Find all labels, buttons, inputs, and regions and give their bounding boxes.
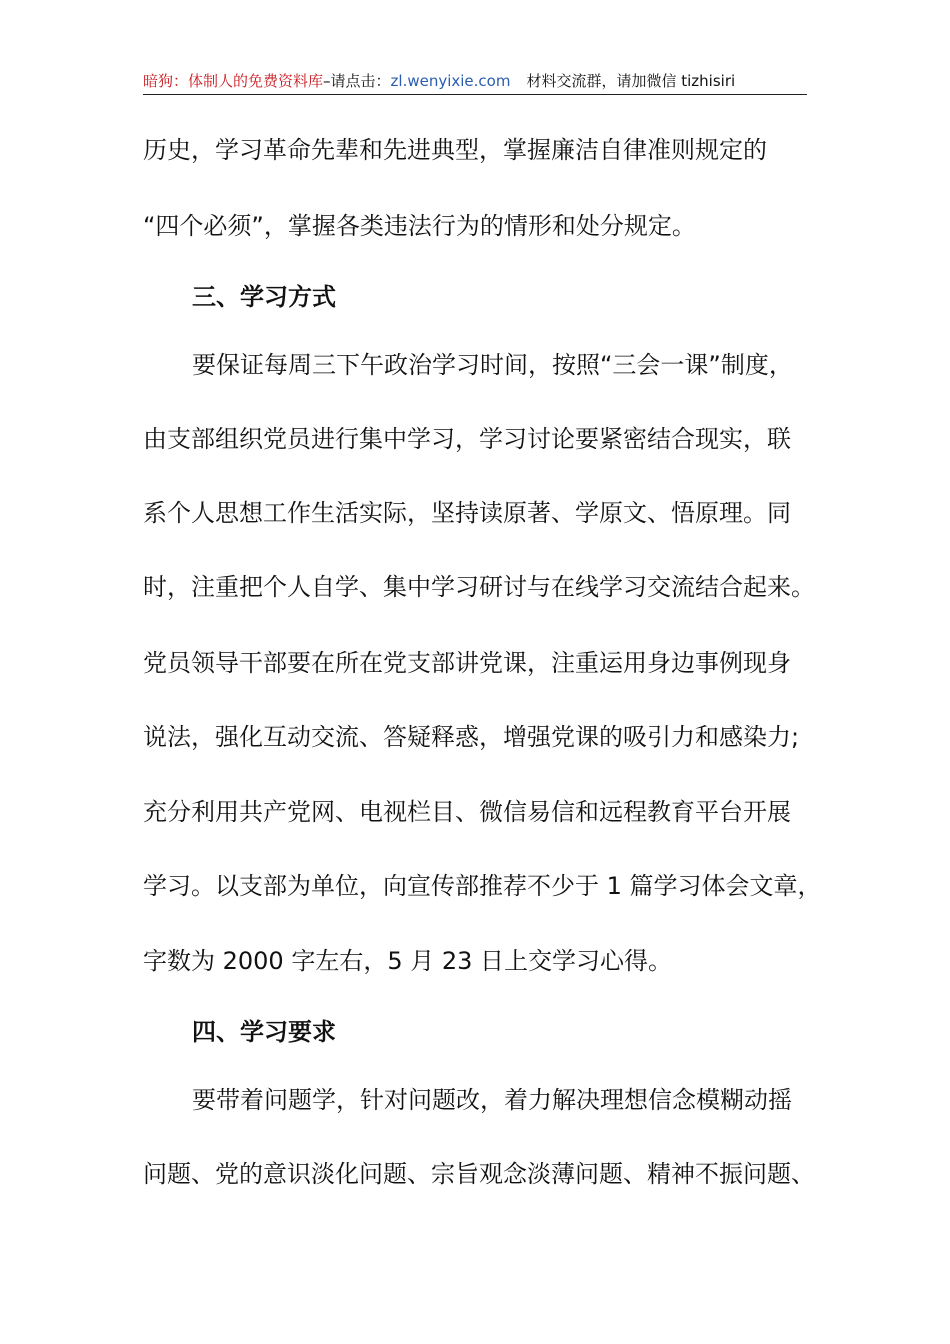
body-line-10: 充分利用共产党网、电视栏目、微信易信和远程教育平台开展 <box>143 798 791 826</box>
header-brand: 暗狗：体制人的免费资料库 <box>143 72 324 90</box>
body-line-9: 说法，强化互动交流、答疑释惑，增强党课的吸引力和感染力; <box>143 723 800 751</box>
body-line-2: “四个必须”，掌握各类违法行为的情形和处分规定。 <box>143 212 696 240</box>
body-line-5: 由支部组织党员进行集中学习，学习讨论要紧密结合现实，联 <box>143 425 791 453</box>
body-line-1: 历史，学习革命先辈和先进典型，掌握廉洁自律准则规定的 <box>143 136 767 164</box>
header-wechat-note: 材料交流群，请加微信 tizhisiri <box>526 72 736 90</box>
body-line-4: 要保证每周三下午政治学习时间，按照“三会一课”制度， <box>192 351 793 379</box>
body-line-8: 党员领导干部要在所在党支部讲党课，注重运用身边事例现身 <box>143 649 791 677</box>
section-heading-4: 四、学习要求 <box>192 1018 336 1046</box>
body-line-12: 字数为 2000 字左右，5 月 23 日上交学习心得。 <box>143 947 673 975</box>
page-header <box>143 68 807 95</box>
body-line-7: 时，注重把个人自学、集中学习研讨与在线学习交流结合起来。 <box>143 573 815 601</box>
header-url-link[interactable]: zl.wenyixie.com <box>390 72 511 90</box>
body-line-11: 学习。以支部为单位，向宣传部推荐不少于 1 篇学习体会文章， <box>143 872 822 900</box>
section-heading-3: 三、学习方式 <box>192 283 336 311</box>
body-line-6: 系个人思想工作生活实际，坚持读原著、学原文、悟原理。同 <box>143 499 791 527</box>
body-line-15: 问题、党的意识淡化问题、宗旨观念淡薄问题、精神不振问题、 <box>143 1160 815 1188</box>
header-click-prefix: –请点击： <box>323 72 391 90</box>
body-line-14: 要带着问题学，针对问题改，着力解决理想信念模糊动摇 <box>192 1086 792 1114</box>
